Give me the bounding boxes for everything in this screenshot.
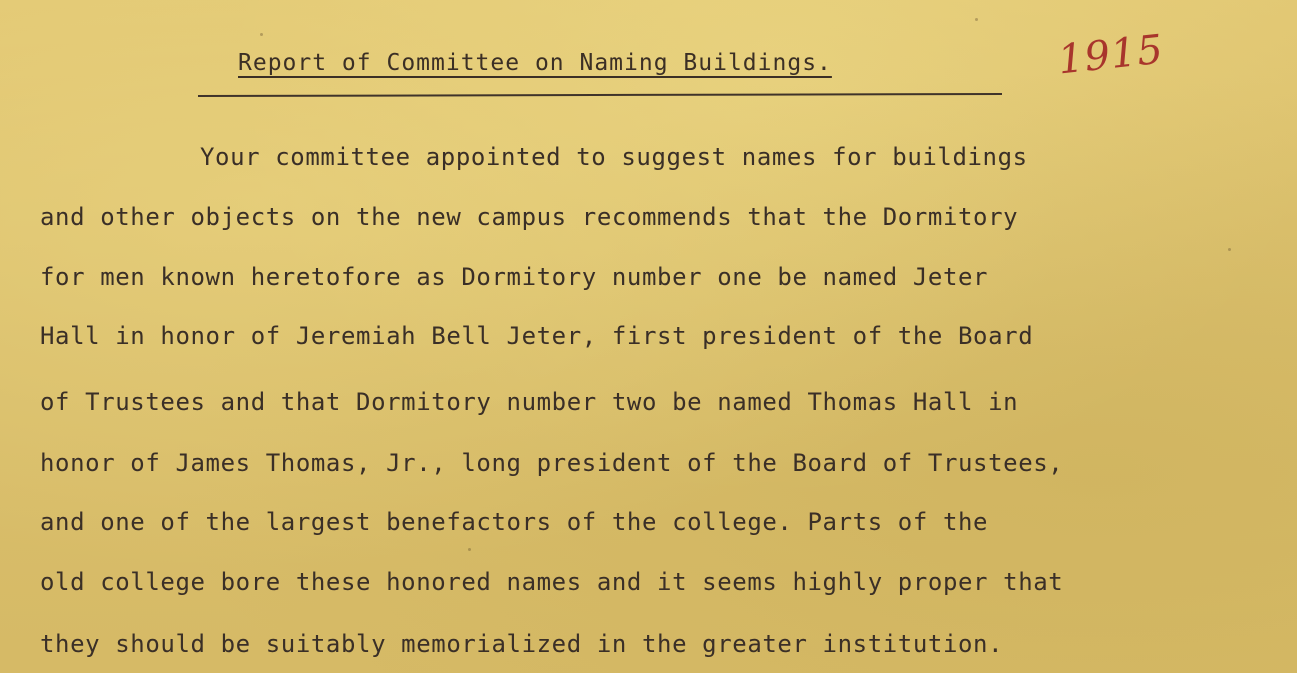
paper-speck (260, 33, 263, 36)
title-underline (198, 93, 1002, 97)
paper-speck (468, 548, 471, 551)
body-line-9: they should be suitably memorialized in the greater institution. (40, 630, 1004, 658)
body-line-8: old college bore these honored names and it seems highly proper that (40, 568, 1064, 596)
body-line-4: Hall in honor of Jeremiah Bell Jeter, first president of the Board (40, 322, 1034, 350)
handwritten-year: 1915 (1055, 26, 1166, 84)
body-line-5: of Trustees and that Dormitory number two be named Thomas Hall in (40, 388, 1019, 416)
body-line-2: and other objects on the new campus recommends that the Dormitory (40, 203, 1019, 231)
paper-speck (975, 18, 978, 21)
body-line-3: for men known heretofore as Dormitory number one be named Jeter (40, 263, 989, 291)
body-line-6: honor of James Thomas, Jr., long president of the Board of Trustees, (40, 449, 1064, 477)
document-title: Report of Committee on Naming Buildings. (238, 50, 832, 76)
body-line-1: Your committee appointed to suggest names for buildings (200, 143, 1028, 171)
paper-speck (1228, 248, 1231, 251)
body-line-7: and one of the largest benefactors of the college. Parts of the (40, 508, 989, 536)
